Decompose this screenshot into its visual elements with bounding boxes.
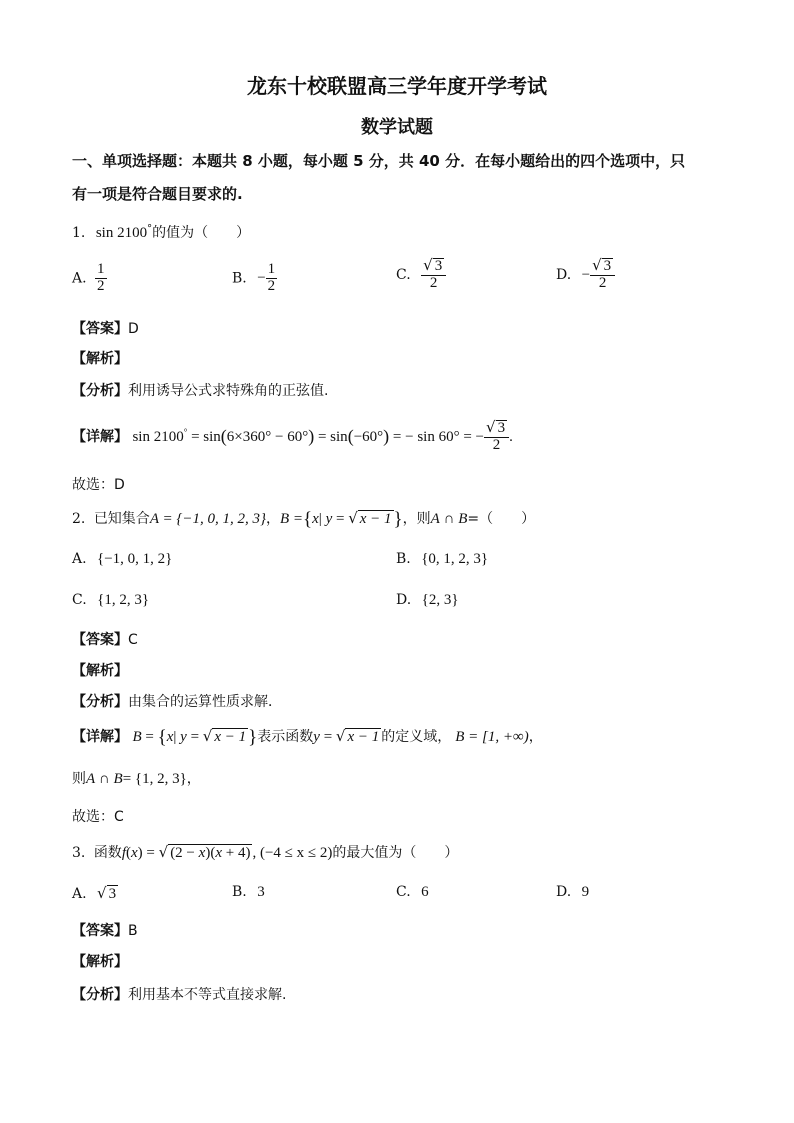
question-1-detail: 【详解】 sin 2100° = sin(6×360° − 60°) = sin(−60°) = − sin 60° = − $\frac{√ 3}{2}$ . <box>72 418 513 453</box>
question-2-then: 则A ∩ B= {1, 2, 3}， <box>72 771 201 787</box>
question-1-stem: 1. sin 2100°的值为（ ） <box>72 223 251 241</box>
question-2-option-b: B. {0, 1, 2, 3} <box>396 551 489 567</box>
question-2-number: 2. <box>72 511 86 527</box>
question-1-expression: sin 2100 <box>95 225 148 241</box>
question-1-option-c: C. $\frac{√ 3}{2}$ <box>396 258 446 292</box>
question-2-analysis-heading: 【解析】 <box>72 663 128 679</box>
question-3-option-a: A. √ 3 <box>72 884 117 902</box>
exam-subtitle: 数学试题 <box>361 117 433 138</box>
question-2-option-c: C. {1, 2, 3} <box>72 592 150 608</box>
question-3-answer: 【答案】B <box>72 923 138 939</box>
question-1-answer: 【答案】D <box>72 321 139 337</box>
question-1-fenxi: 【分析】利用诱导公式求特殊角的正弦值. <box>72 383 329 399</box>
section-heading-line2: 有一项是符合题目要求的. <box>72 185 243 203</box>
question-1-option-b: B. − $\frac{1}{2}$ <box>232 261 276 294</box>
question-2-option-a: A. {−1, 0, 1, 2} <box>72 551 173 567</box>
question-2-fenxi: 【分析】由集合的运算性质求解． <box>72 694 282 710</box>
question-2-choose: 故选：C <box>72 809 124 825</box>
question-1-option-a: A. $\frac{1}{2}$ <box>72 261 105 294</box>
question-2-option-d: D. {2, 3} <box>396 592 459 608</box>
question-1-choose: 故选：D <box>72 477 125 493</box>
question-3-fenxi: 【分析】利用基本不等式直接求解. <box>72 987 287 1003</box>
question-2-answer: 【答案】C <box>72 632 138 648</box>
exam-title: 龙东十校联盟高三学年度开学考试 <box>247 74 547 98</box>
question-2-detail: 【详解】 B = {x| y = √ x − 1 }表示函数y = √ x − 1 的定义域， B = [1, +∞)， <box>72 727 543 748</box>
question-1-number: 1. <box>72 225 86 241</box>
question-3-analysis-heading: 【解析】 <box>72 954 128 970</box>
question-3-option-d: D. 9 <box>556 884 590 900</box>
question-1-analysis-heading: 【解析】 <box>72 351 128 367</box>
question-1-tail: 的值为（ ） <box>152 225 251 241</box>
question-2-stem: 2. 已知集合A = {−1, 0, 1, 2, 3}，B ={x| y = √ x − 1 }，则A ∩ B=（ ） <box>72 509 536 530</box>
question-1-option-d: D. − $\frac{√ 3}{2}$ <box>556 258 615 292</box>
question-3-number: 3. <box>72 845 86 861</box>
section-heading-line1: 一、单项选择题：本题共 8 小题，每小题 5 分，共 40 分．在每小题给出的四个选项中，只 <box>72 152 686 170</box>
question-3-option-c: C. 6 <box>396 884 429 900</box>
question-3-stem: 3. 函数f(x) = √ (2 − x)(x + 4) , (−4 ≤ x ≤ 2)的最大值为（ ） <box>72 843 459 861</box>
question-3-option-b: B. 3 <box>232 884 265 900</box>
question-2-set-a: A = {−1, 0, 1, 2, 3} <box>149 511 266 527</box>
